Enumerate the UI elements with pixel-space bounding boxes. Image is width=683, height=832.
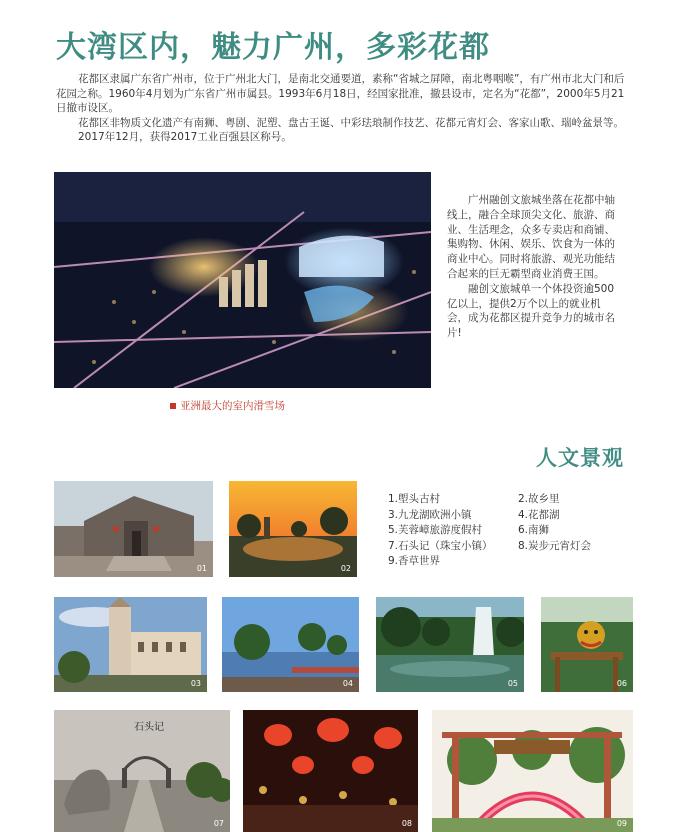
intro-text	[56, 72, 628, 145]
herb-world-scene	[432, 710, 633, 832]
photo-ancient-village	[54, 481, 213, 577]
site-list	[388, 492, 628, 569]
photo-number: 08	[401, 819, 412, 828]
photo-sign-text: 石头记	[134, 722, 164, 733]
list-item: 9.香草世界	[388, 555, 441, 567]
caption-text: 亚洲最大的室内滑雪场	[180, 400, 285, 412]
page-title: 大湾区内，魅力广州，多彩花都	[56, 30, 490, 65]
photo-number: 09	[616, 819, 627, 828]
list-item: 2.故乡里	[518, 493, 560, 505]
aerial-night-photo	[54, 172, 431, 388]
side-paragraph: 融创文旅城单一个体投资逾500亿以上，提供2万个以上的就业机会，成为花都区提升竞争力的城市名片!	[447, 282, 615, 340]
red-square-icon	[170, 403, 176, 409]
list-item: 1.塱头古村	[388, 493, 441, 505]
photo-herb-world	[432, 710, 633, 832]
photo-lantern-festival	[243, 710, 418, 832]
lion-dance-scene	[541, 597, 633, 692]
list-item: 4.花都湖	[518, 508, 560, 521]
list-item: 7.石头记（珠宝小镇）	[388, 539, 493, 552]
section-title: 人文景观	[536, 446, 624, 470]
photo-hometown	[229, 481, 357, 577]
intro-paragraph: 花都区隶属广东省广州市，位于广州北大门，是南北交通要道，素称“省城之屏障，南北粤咽喉”，有广州市北大门和后花园之称。1960年4月划为广东省广州市属县。1993年6月18日，经国家批准，撤县设市，定名为“花都”，2000年5月21日撤市设区。	[56, 73, 625, 114]
side-paragraph: 广州融创文旅城坐落在花都中轴线上，融合全球顶尖文化、旅游、商业、生活理念，众多专卖店和商铺、集购物、休闲、娱乐、饮食为一体的商业中心。同时将旅游、观光功能结合起来的巨无霸型商业消费王国。	[447, 194, 615, 280]
photo-number: 03	[190, 679, 201, 688]
photo-number: 04	[342, 679, 353, 688]
photo-number: 07	[213, 819, 224, 828]
photo-huadu-lake	[222, 597, 359, 692]
hometown-scene	[229, 481, 357, 577]
list-item: 8.炭步元宵灯会	[518, 539, 592, 552]
photo-number: 05	[507, 679, 518, 688]
aerial-night-scene	[54, 172, 431, 388]
lantern-festival-scene	[243, 710, 418, 832]
list-item: 5.芙蓉嶂旅游度假村	[388, 524, 483, 536]
huadu-lake-scene	[222, 597, 359, 692]
european-town-scene	[54, 597, 207, 692]
side-description	[447, 193, 619, 341]
list-item: 3.九龙湖欧洲小镇	[388, 508, 472, 521]
photo-waterfall-resort	[376, 597, 524, 692]
photo-european-town	[54, 597, 207, 692]
waterfall-scene	[376, 597, 524, 692]
intro-paragraph: 2017年12月，获得2017工业百强县区称号。	[78, 131, 292, 143]
photo-number: 01	[196, 564, 207, 573]
photo-caption	[170, 398, 285, 413]
list-item: 6.南狮	[518, 524, 550, 536]
photo-number: 02	[340, 564, 351, 573]
photo-jewelry-town	[54, 710, 230, 832]
photo-lion-dance	[541, 597, 633, 692]
intro-paragraph: 花都区非物质文化遗产有南狮、粤剧、泥塑、盘古王诞、中彩珐琅制作技艺、花都元宵灯会、客家山歌、瑞岭盆景等。	[78, 116, 624, 129]
ancient-village-scene	[54, 481, 213, 577]
photo-number: 06	[616, 679, 627, 688]
